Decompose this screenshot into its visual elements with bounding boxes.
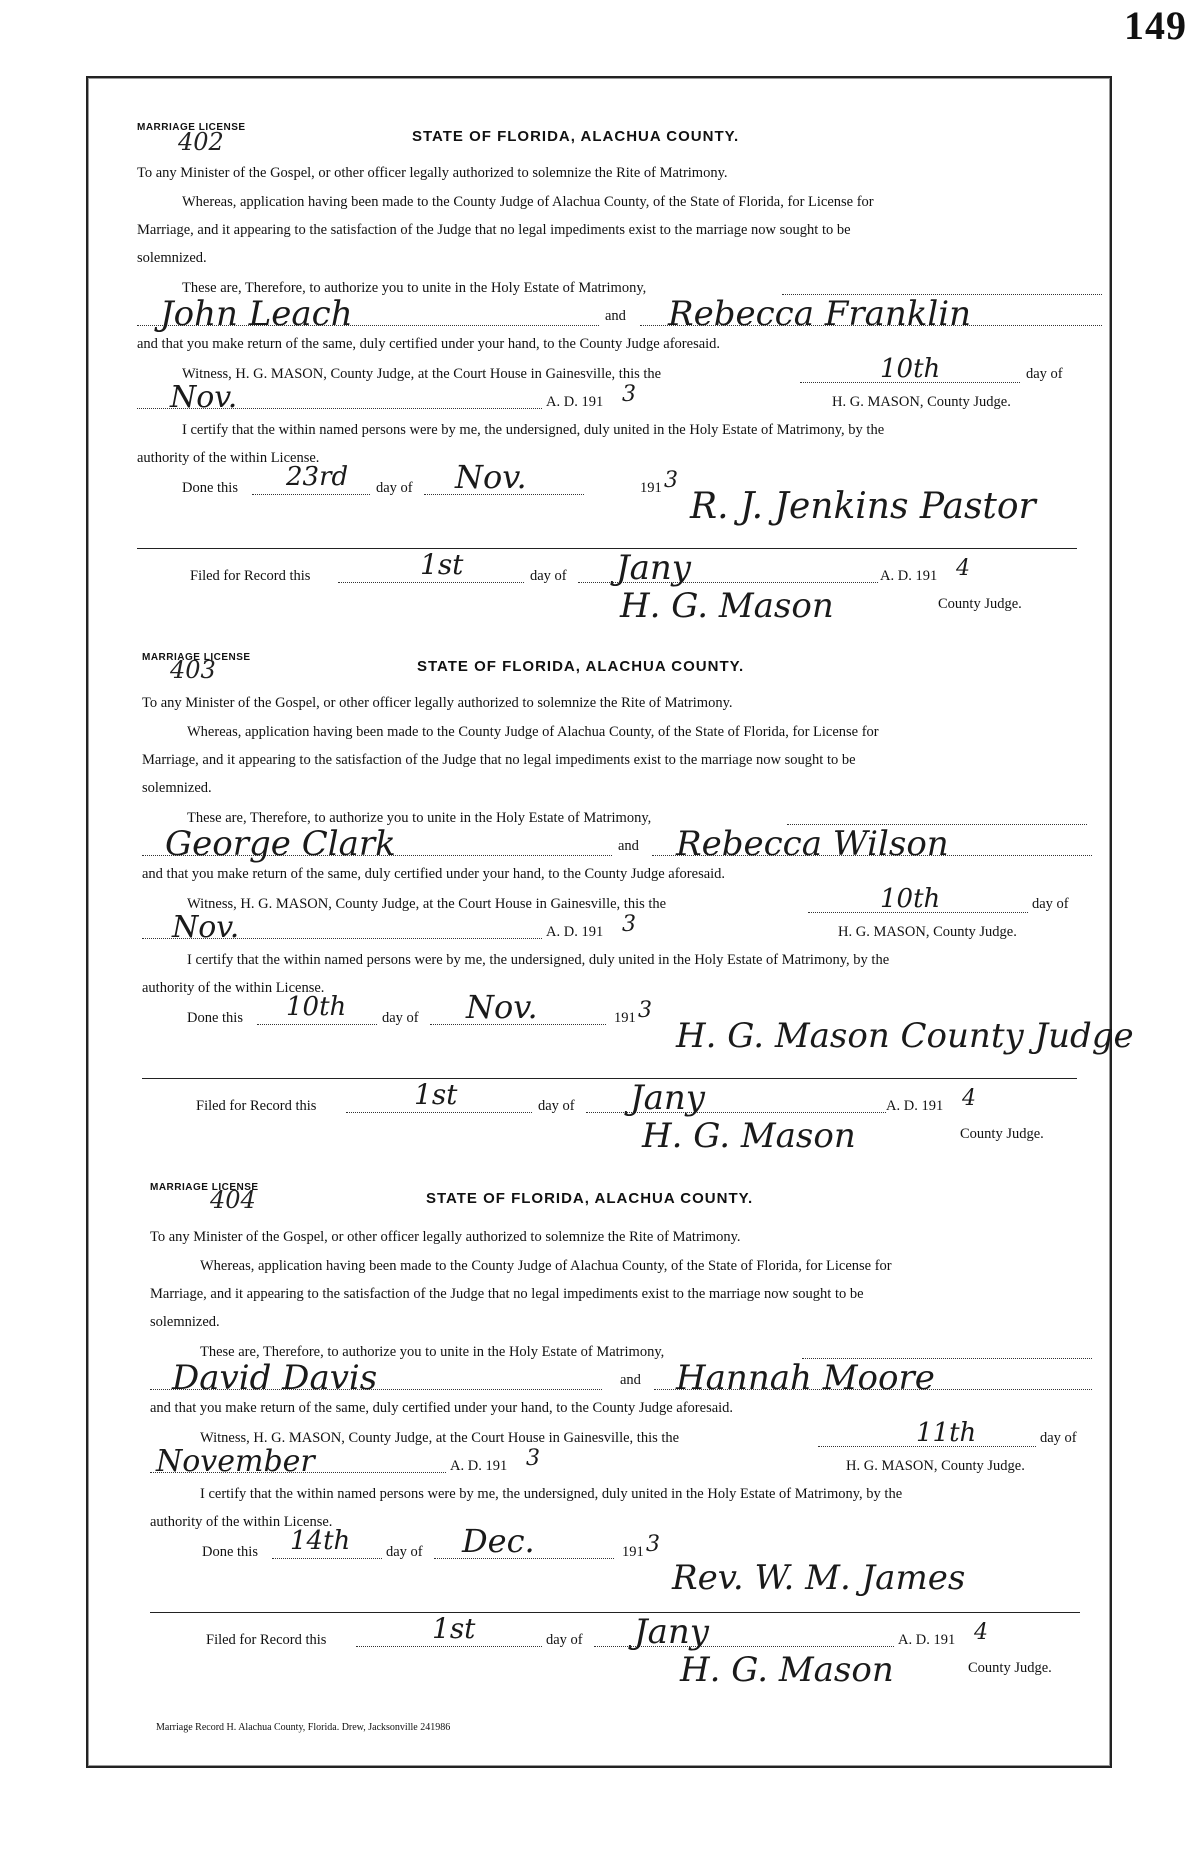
bride-name: Hannah Moore	[676, 1358, 935, 1398]
day-of-label: day of	[1026, 366, 1063, 382]
whereas-line-3: solemnized.	[137, 250, 207, 266]
address-line: To any Minister of the Gospel, or other officer legally authorized to solemnize the Rite of Matrimony.	[150, 1229, 741, 1245]
form-title: STATE OF FLORIDA, ALACHUA COUNTY.	[426, 1190, 754, 1207]
filed-day: 1st	[432, 1612, 476, 1645]
filed-month: Jany	[634, 1612, 710, 1652]
filed-day: 1st	[414, 1078, 458, 1111]
return-line: and that you make return of the same, duly certified under your hand, to the County Judge aforesaid.	[137, 336, 721, 352]
filed-day-of-label: day of	[538, 1098, 575, 1114]
witness-year: 3	[622, 912, 636, 937]
filed-signature: H. G. Mason	[620, 586, 834, 626]
witness-year: 3	[622, 382, 636, 407]
address-line: To any Minister of the Gospel, or other officer legally authorized to solemnize the Rite of Matrimony.	[142, 695, 733, 711]
witness-line: Witness, H. G. MASON, County Judge, at the Court House in Gainesville, this the	[187, 896, 667, 912]
certify-line-1: I certify that the within named persons were by me, the undersigned, duly united in the Holy Estate of Matrimony, by the	[182, 422, 885, 438]
page-number: 149	[1124, 3, 1187, 48]
ad-label: A. D. 191	[546, 924, 604, 940]
whereas-line-3: solemnized.	[150, 1314, 220, 1330]
judge-label: H. G. MASON, County Judge.	[838, 924, 1017, 940]
filed-year: 4	[974, 1620, 988, 1645]
done-this-label: Done this	[202, 1544, 258, 1560]
ad-label: A. D. 191	[450, 1458, 508, 1474]
filed-day-of-label: day of	[546, 1632, 583, 1648]
address-line: To any Minister of the Gospel, or other officer legally authorized to solemnize the Rite of Matrimony.	[137, 165, 728, 181]
done-day-of-label: day of	[386, 1544, 423, 1560]
groom-name: David Davis	[172, 1358, 378, 1398]
license-number: 403	[170, 656, 216, 684]
witness-month: Nov.	[170, 380, 238, 415]
done-day-of-label: day of	[382, 1010, 419, 1026]
done-day: 23rd	[286, 462, 349, 492]
filed-label: Filed for Record this	[196, 1098, 317, 1114]
license-number: 404	[210, 1186, 256, 1214]
whereas-line-3: solemnized.	[142, 780, 212, 796]
filed-ad-label: A. D. 191	[886, 1098, 944, 1114]
county-judge-label: County Judge.	[968, 1660, 1052, 1676]
and-label: and	[605, 308, 626, 324]
printer-footer: Marriage Record H. Alachua County, Florida. Drew, Jacksonville 241986	[156, 1722, 451, 1733]
groom-name: George Clark	[165, 824, 396, 864]
whereas-line-1: Whereas, application having been made to the County Judge of Alachua County, of the State of Florida, for License for	[182, 194, 874, 210]
done-year-prefix: 191	[622, 1544, 644, 1560]
filed-month: Jany	[630, 1078, 706, 1118]
done-day-of-label: day of	[376, 480, 413, 496]
judge-label: H. G. MASON, County Judge.	[846, 1458, 1025, 1474]
whereas-line-1: Whereas, application having been made to the County Judge of Alachua County, of the State of Florida, for License for	[187, 724, 879, 740]
license-label: MARRIAGE LICENSE	[137, 122, 246, 133]
done-year: 3	[664, 468, 678, 493]
certify-line-1: I certify that the within named persons were by me, the undersigned, duly united in the Holy Estate of Matrimony, by the	[200, 1486, 903, 1502]
filed-signature: H. G. Mason	[680, 1650, 894, 1690]
done-this-label: Done this	[187, 1010, 243, 1026]
witness-line: Witness, H. G. MASON, County Judge, at the Court House in Gainesville, this the	[200, 1430, 680, 1446]
done-day: 14th	[290, 1526, 351, 1556]
county-judge-label: County Judge.	[938, 596, 1022, 612]
done-month: Nov.	[455, 458, 527, 496]
filed-ad-label: A. D. 191	[898, 1632, 956, 1648]
license-label: MARRIAGE LICENSE	[142, 652, 251, 663]
filed-label: Filed for Record this	[206, 1632, 327, 1648]
certify-line-1: I certify that the within named persons were by me, the undersigned, duly united in the Holy Estate of Matrimony, by the	[187, 952, 890, 968]
ad-label: A. D. 191	[546, 394, 604, 410]
filed-signature: H. G. Mason	[642, 1116, 856, 1156]
license-number: 402	[178, 128, 224, 156]
groom-name: John Leach	[160, 294, 353, 334]
witness-month: Nov.	[172, 910, 240, 945]
signature-rule	[137, 548, 1077, 549]
certify-line-2: authority of the within License.	[137, 450, 320, 466]
bride-name: Rebecca Franklin	[668, 294, 972, 334]
filed-month: Jany	[616, 548, 692, 588]
officiant-signature: Rev. W. M. James	[672, 1558, 966, 1598]
witness-day: 11th	[916, 1418, 977, 1448]
done-year-prefix: 191	[614, 1010, 636, 1026]
witness-day: 10th	[880, 884, 941, 914]
filed-year: 4	[962, 1086, 976, 1111]
done-month: Dec.	[462, 1522, 535, 1560]
marriage-record-3	[0, 1178, 1200, 1718]
and-label: and	[618, 838, 639, 854]
form-title: STATE OF FLORIDA, ALACHUA COUNTY.	[417, 658, 745, 675]
filed-year: 4	[956, 556, 970, 581]
whereas-line-2: Marriage, and it appearing to the satisfaction of the Judge that no legal impediments exist to the marriage now sought to be	[137, 222, 851, 238]
done-day: 10th	[286, 992, 347, 1022]
county-judge-label: County Judge.	[960, 1126, 1044, 1142]
witness-day: 10th	[880, 354, 941, 384]
done-year: 3	[638, 998, 652, 1023]
bride-name: Rebecca Wilson	[676, 824, 949, 864]
signature-rule	[142, 1078, 1077, 1079]
witness-line: Witness, H. G. MASON, County Judge, at the Court House in Gainesville, this the	[182, 366, 662, 382]
done-month: Nov.	[466, 988, 538, 1026]
form-title: STATE OF FLORIDA, ALACHUA COUNTY.	[412, 128, 740, 145]
whereas-line-1: Whereas, application having been made to the County Judge of Alachua County, of the State of Florida, for License for	[200, 1258, 892, 1274]
filed-label: Filed for Record this	[190, 568, 311, 584]
judge-label: H. G. MASON, County Judge.	[832, 394, 1011, 410]
filed-ad-label: A. D. 191	[880, 568, 938, 584]
signature-rule	[150, 1612, 1080, 1613]
witness-year: 3	[526, 1446, 540, 1471]
done-this-label: Done this	[182, 480, 238, 496]
officiant-signature: R. J. Jenkins Pastor	[690, 486, 1036, 527]
marriage-record-2	[0, 648, 1200, 1188]
filed-day-of-label: day of	[530, 568, 567, 584]
filed-day: 1st	[420, 548, 464, 581]
certify-line-2: authority of the within License.	[142, 980, 325, 996]
witness-month: November	[156, 1444, 315, 1479]
done-year-prefix: 191	[640, 480, 662, 496]
whereas-line-2: Marriage, and it appearing to the satisfaction of the Judge that no legal impediments exist to the marriage now sought to be	[142, 752, 856, 768]
day-of-label: day of	[1032, 896, 1069, 912]
return-line: and that you make return of the same, duly certified under your hand, to the County Judge aforesaid.	[142, 866, 726, 882]
authorize-line: These are, Therefore, to authorize you to unite in the Holy Estate of Matrimony,	[200, 1344, 665, 1360]
marriage-record-1	[0, 118, 1200, 658]
license-label: MARRIAGE LICENSE	[150, 1182, 259, 1193]
return-line: and that you make return of the same, duly certified under your hand, to the County Judge aforesaid.	[150, 1400, 734, 1416]
authorize-line: These are, Therefore, to authorize you to unite in the Holy Estate of Matrimony,	[187, 810, 652, 826]
and-label: and	[620, 1372, 641, 1388]
done-year: 3	[646, 1532, 660, 1557]
officiant-signature: H. G. Mason County Judge	[676, 1016, 1134, 1056]
certify-line-2: authority of the within License.	[150, 1514, 333, 1530]
authorize-line: These are, Therefore, to authorize you to unite in the Holy Estate of Matrimony,	[182, 280, 647, 296]
whereas-line-2: Marriage, and it appearing to the satisfaction of the Judge that no legal impediments exist to the marriage now sought to be	[150, 1286, 864, 1302]
day-of-label: day of	[1040, 1430, 1077, 1446]
